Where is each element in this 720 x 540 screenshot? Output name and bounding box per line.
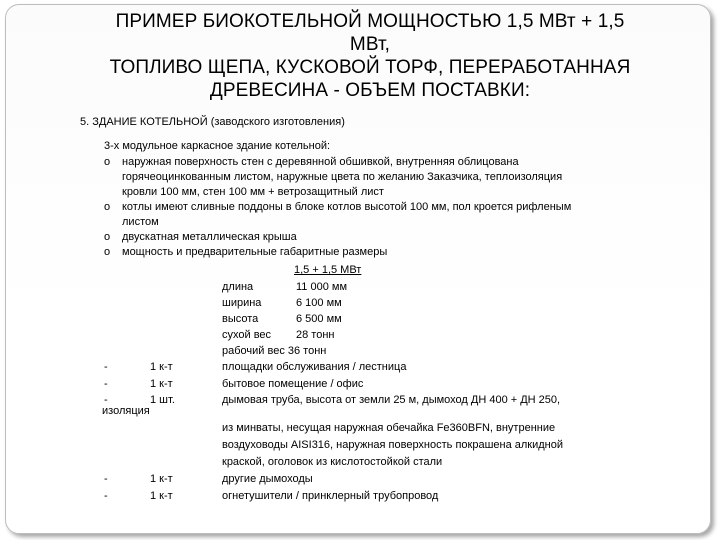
dim-value: 11 000 мм xyxy=(296,281,348,293)
title-line-2: МВт, xyxy=(349,34,391,55)
item-dash: - xyxy=(104,394,108,406)
title-line-1: ПРИМЕР БИОКОТЕЛЬНОЙ МОЩНОСТЬЮ 1,5 МВт + 1,5 xyxy=(115,11,625,32)
item-qty: 1 к-т xyxy=(150,361,173,373)
bullet-marker: o xyxy=(104,201,111,213)
dim-label: высота xyxy=(222,313,259,325)
item-qty: 1 к-т xyxy=(150,378,173,390)
bullet-1-line-1: наружная поверхность стен с деревянной обшивкой, внутренняя облицована xyxy=(122,156,519,168)
section-heading: 5. ЗДАНИЕ КОТЕЛЬНОЙ (заводского изготовления) xyxy=(80,116,345,128)
section-intro: 3-х модульное каркасное здание котельной: xyxy=(104,140,331,152)
bullet-2-line-1: котлы имеют сливные поддоны в блоке котлов высотой 100 мм, пол кроется рифленым xyxy=(122,201,572,213)
item-text: огнетушители / принклерный трубопровод xyxy=(222,490,439,502)
item-dash: - xyxy=(104,361,108,373)
working-weight: рабочий вес 36 тонн xyxy=(222,345,327,357)
chimney-detail-line: краской, оголовок из кислотостойкой стали xyxy=(222,456,443,468)
item-dash: - xyxy=(104,490,108,502)
item-dash: - xyxy=(104,378,108,390)
title-line-4: ДРЕВЕСИНА - ОБЪЕМ ПОСТАВКИ: xyxy=(209,80,531,101)
item-qty: 1 шт. xyxy=(150,394,175,406)
bullet-marker: o xyxy=(104,231,111,243)
dim-label: ширина xyxy=(222,297,262,309)
item-text: другие дымоходы xyxy=(222,473,313,485)
bullet-marker: o xyxy=(104,246,111,258)
slide-title xyxy=(60,10,680,102)
item-text: бытовое помещение / офис xyxy=(222,378,364,390)
insulation-label: изоляция xyxy=(102,405,150,417)
bullet-4-line-1: мощность и предварительные габаритные размеры xyxy=(122,246,388,258)
dim-value: 28 тонн xyxy=(296,329,335,341)
bullet-1-line-2: горячеоцинкованным листом, наружные цвета по желанию Заказчика, теплоизоляция xyxy=(122,171,563,183)
item-text: дымовая труба, высота от земли 25 м, дымоход ДН 400 + ДН 250, xyxy=(222,394,561,406)
item-dash: - xyxy=(104,473,108,485)
chimney-detail-line: из минваты, несущая наружная обечайка Fe360BFN, внутренние xyxy=(222,422,556,434)
dim-label: длина xyxy=(222,281,254,293)
item-text: площадки обслуживания / лестница xyxy=(222,361,407,373)
chimney-detail-line: воздуховоды AISI316, наружная поверхность покрашена алкидной xyxy=(222,439,564,451)
dim-value: 6 100 мм xyxy=(296,297,342,309)
title-line-3: ТОПЛИВО ЩЕПА, КУСКОВОЙ ТОРФ, ПЕРЕРАБОТАННАЯ xyxy=(109,57,631,78)
bullet-marker: o xyxy=(104,156,111,168)
bullet-3-line-1: двускатная металлическая крыша xyxy=(122,231,297,243)
bullet-2-line-2: листом xyxy=(122,216,159,228)
item-qty: 1 к-т xyxy=(150,490,173,502)
item-qty: 1 к-т xyxy=(150,473,173,485)
dim-label: сухой вес xyxy=(222,329,272,341)
bullet-1-line-3: кровли 100 мм, стен 100 мм + ветрозащитный лист xyxy=(122,186,384,198)
dim-value: 6 500 мм xyxy=(296,313,342,325)
dims-header: 1,5 + 1,5 МВт xyxy=(294,264,362,276)
